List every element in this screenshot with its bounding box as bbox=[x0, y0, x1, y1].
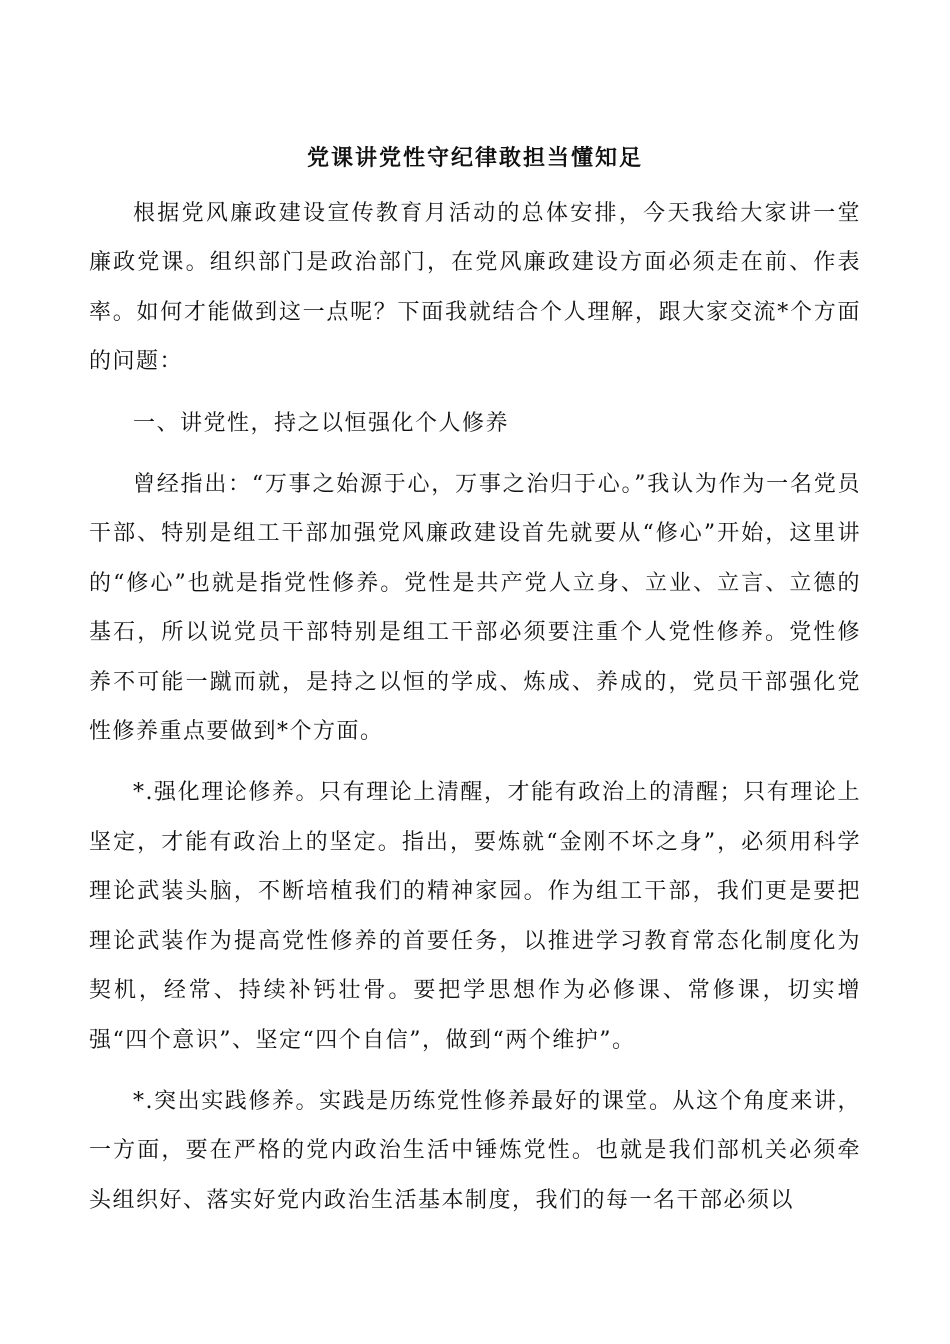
body-paragraph: *.强化理论修养。只有理论上清醒，才能有政治上的清醒；只有理论上坚定，才能有政治上的坚定。指出，要炼就“金刚不坏之身”，必须用科学理论武装头脑，不断培植我们的精神家园。作为组工干部，我们更是要把理论武装作为提高党性修养的首要任务，以推进学习教育常态化制度化为契机，经常、持续补钙壮骨。要把学思想作为必修课、常修课，切实增强“四个意识”、坚定“四个自信”，做到“两个维护”。 bbox=[89, 780, 861, 1053]
body-paragraph: 曾经指出：“万事之始源于心，万事之治归于心。”我认为作为一名党员干部、特别是组工干部加强党风廉政建设首先就要从“修心”开始，这里讲的“修心”也就是指党性修养。党性是共产党人立身、立业、立言、立德的基石，所以说党员干部特别是组工干部必须要注重个人党性修养。党性修养不可能一蹴而就，是持之以恒的学成、炼成、养成的，党员干部强化党性修养重点要做到*个方面。 bbox=[89, 472, 861, 745]
intro-paragraph: 根据党风廉政建设宣传教育月活动的总体安排，今天我给大家讲一堂廉政党课。组织部门是政治部门，在党风廉政建设方面必须走在前、作表率。如何才能做到这一点呢？下面我就结合个人理解，跟大家交流*个方面的问题： bbox=[89, 201, 861, 375]
section-heading-1: 一、讲党性，持之以恒强化个人修养 bbox=[133, 410, 510, 436]
document-body bbox=[89, 189, 861, 1225]
body-paragraph: *.突出实践修养。实践是历练党性修养最好的课堂。从这个角度来讲，一方面，要在严格的党内政治生活中锤炼党性。也就是我们部机关必须牵头组织好、落实好党内政治生活基本制度，我们的每一名干部必须以 bbox=[89, 1088, 861, 1213]
document-title: 党课讲党性守纪律敢担当懂知足 bbox=[306, 145, 643, 171]
